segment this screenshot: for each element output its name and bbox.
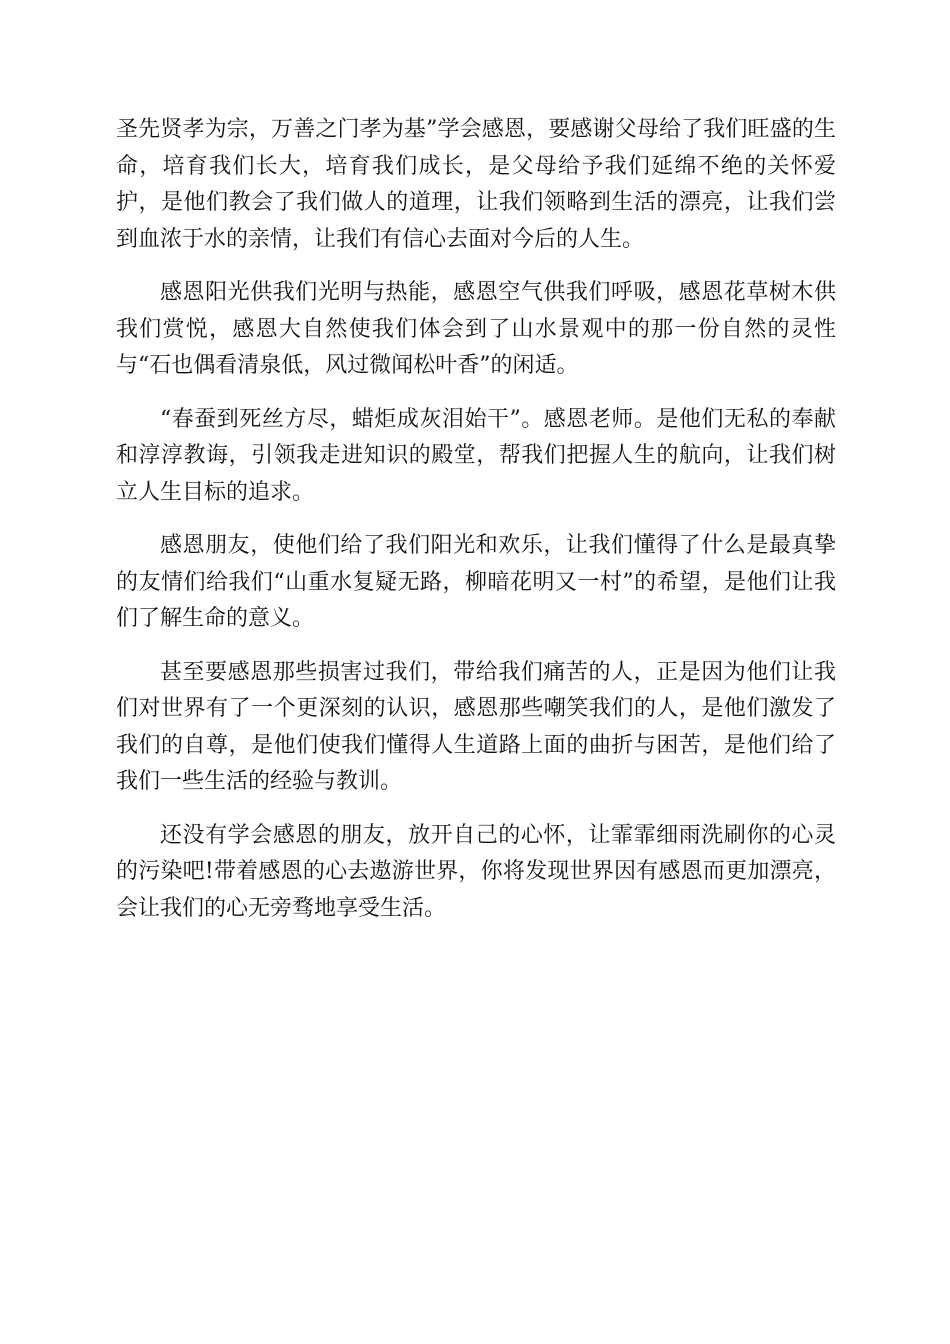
document-body: [116, 112, 836, 944]
paragraph-5: 甚至要感恩那些损害过我们，带给我们痛苦的人，正是因为他们让我们对世界有了一个更深刻的认识，感恩那些嘲笑我们的人，是他们激发了我们的自尊，是他们使我们懂得人生道路上面的曲折与困苦，是他们给了我们一些生活的经验与教训。: [116, 659, 836, 794]
paragraph-4: 感恩朋友，使他们给了我们阳光和欢乐，让我们懂得了什么是最真挚的友情们给我们“山重水复疑无路，柳暗花明又一村”的希望，是他们让我们了解生命的意义。: [116, 533, 836, 631]
paragraph-1: 圣先贤孝为宗，万善之门孝为基”学会感恩，要感谢父母给了我们旺盛的生命，培育我们长大，培育我们成长，是父母给予我们延绵不绝的关怀爱护，是他们教会了我们做人的道理，让我们领略到生活的漂亮，让我们尝到血浓于水的亲情，让我们有信心去面对今后的人生。: [116, 117, 836, 252]
paragraph-3: “春蚕到死丝方尽，蜡炬成灰泪始干”。感恩老师。是他们无私的奉献和淳淳教诲，引领我走进知识的殿堂，帮我们把握人生的航向，让我们树立人生目标的追求。: [116, 406, 836, 505]
paragraph-2: 感恩阳光供我们光明与热能，感恩空气供我们呼吸，感恩花草树木供我们赏悦，感恩大自然使我们体会到了山水景观中的那一份自然的灵性与“石也偶看清泉低，风过微闻松叶香”的闲适。: [116, 280, 836, 378]
paragraph-6: 还没有学会感恩的朋友，放开自己的心怀，让霏霏细雨洗刷你的心灵的污染吧!带着感恩的心去遨游世界，你将发现世界因有感恩而更加漂亮，会让我们的心无旁骛地享受生活。: [116, 822, 836, 921]
